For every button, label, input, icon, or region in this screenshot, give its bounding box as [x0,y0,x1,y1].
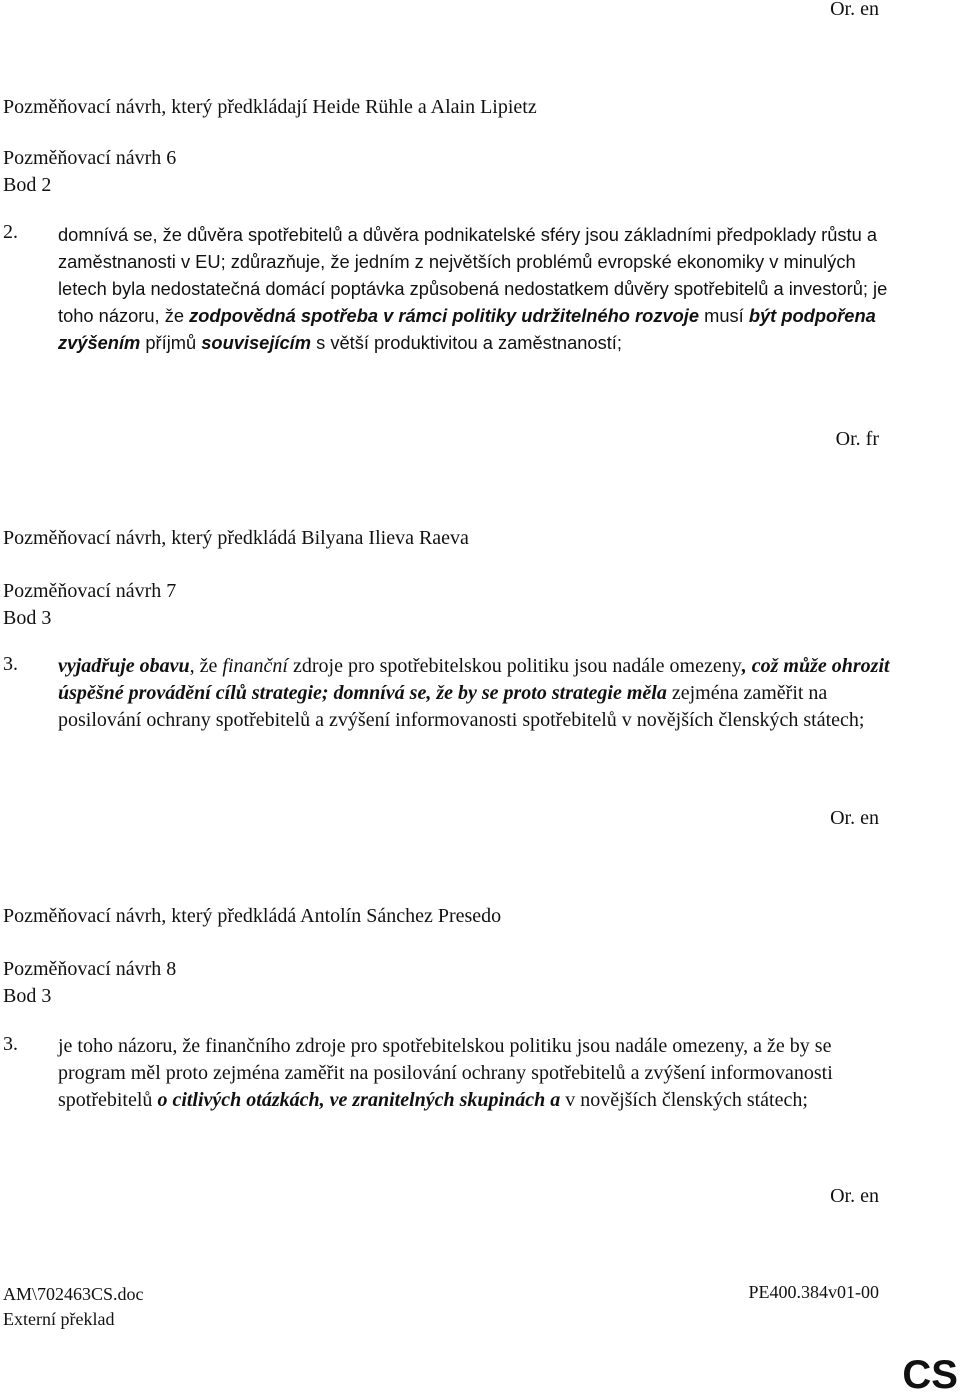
emphasized-text: souvisejícím [201,332,312,353]
document-reference: AM\702463CS.doc [3,1284,144,1304]
paragraph-reference: Bod 3 [3,985,52,1007]
amendment-text [58,653,903,734]
text-segment: domnívá se, že důvěra spotřebitelů a důvěra podnikatelské sféry jsou základními předpoklady růstu a zaměstnanosti v EU; zdůrazňuje, že jedním z největších problémů evropské ekonomiky v minulých letech byla nedostatečná domácí poptávka způsobená nedostatkem důvěry spotřebitelů a investorů; je toho názoru, že [58,224,888,326]
text-segment: , že [189,655,223,677]
text-segment: musí [699,305,749,326]
amendment-text [58,221,903,356]
amendment-reference [3,578,176,632]
amendment-number: Pozměňovací návrh 8 [3,958,177,980]
text-segment: zejména zaměřit na posilování ochrany spotřebitelů a zvýšení informovanosti spotřebitelů v novějších členských státech; [58,682,865,731]
text-segment: s větší produktivitou a zaměstnaností; [311,332,622,353]
amendment-text-block [3,653,903,734]
emphasized-text: , což může ohrozit úspěšné provádění cílů strategie; domnívá se, že by se proto strategie měla [58,655,890,704]
paragraph-number: 3. [3,653,18,675]
emphasized-text: o citlivých otázkách, ve zranitelných skupinách a [157,1089,561,1111]
amendment-text-block [3,1033,903,1114]
amendment-reference [3,956,176,1010]
tabled-by-heading: Pozměňovací návrh, který předkládají Heide Rühle a Alain Lipietz [3,96,537,118]
original-language-label: Or. en [830,807,879,829]
text-segment: v novějších členských státech; [560,1089,808,1111]
paragraph-number: 3. [3,1033,18,1055]
text-segment: je toho názoru, že finančního zdroje pro spotřebitelskou politiku jsou nadále omezeny, a že by se program měl proto zejména zaměřit na posilování ochrany spotřebitelů a zvýšení informovanosti spotřebitelů [58,1035,833,1111]
amendment-number: Pozměňovací návrh 6 [3,147,177,169]
tabled-by-heading: Pozměňovací návrh, který předkládá Bilyana Ilieva Raeva [3,527,469,549]
emphasized-text: zodpovědná spotřeba v rámci politiky udržitelného rozvoje [189,305,700,326]
original-language-label: Or. fr [835,428,879,450]
original-language-label: Or. en [830,1185,879,1207]
emphasized-text: vyjadřuje obavu [58,655,190,677]
paragraph-number: 2. [3,221,18,243]
amendment-reference [3,145,176,199]
emphasized-text: finanční [222,655,288,677]
emphasized-text: být podpořena zvýšením [58,305,876,353]
paragraph-reference: Bod 2 [3,174,52,196]
translation-note: Externí překlad [3,1309,115,1329]
footer-left [3,1282,144,1332]
text-segment: zdroje pro spotřebitelskou politiku jsou nadále omezeny [287,655,742,677]
text-segment: příjmů [140,332,202,353]
paragraph-reference: Bod 3 [3,607,52,629]
amendment-number: Pozměňovací návrh 7 [3,580,177,602]
tabled-by-heading: Pozměňovací návrh, který předkládá Antolín Sánchez Presedo [3,905,502,927]
original-language-label: Or. en [830,0,879,20]
pe-reference: PE400.384v01-00 [748,1282,879,1302]
amendment-text [58,1033,903,1114]
amendment-text-block [3,221,903,356]
language-code: CS [902,1353,958,1397]
